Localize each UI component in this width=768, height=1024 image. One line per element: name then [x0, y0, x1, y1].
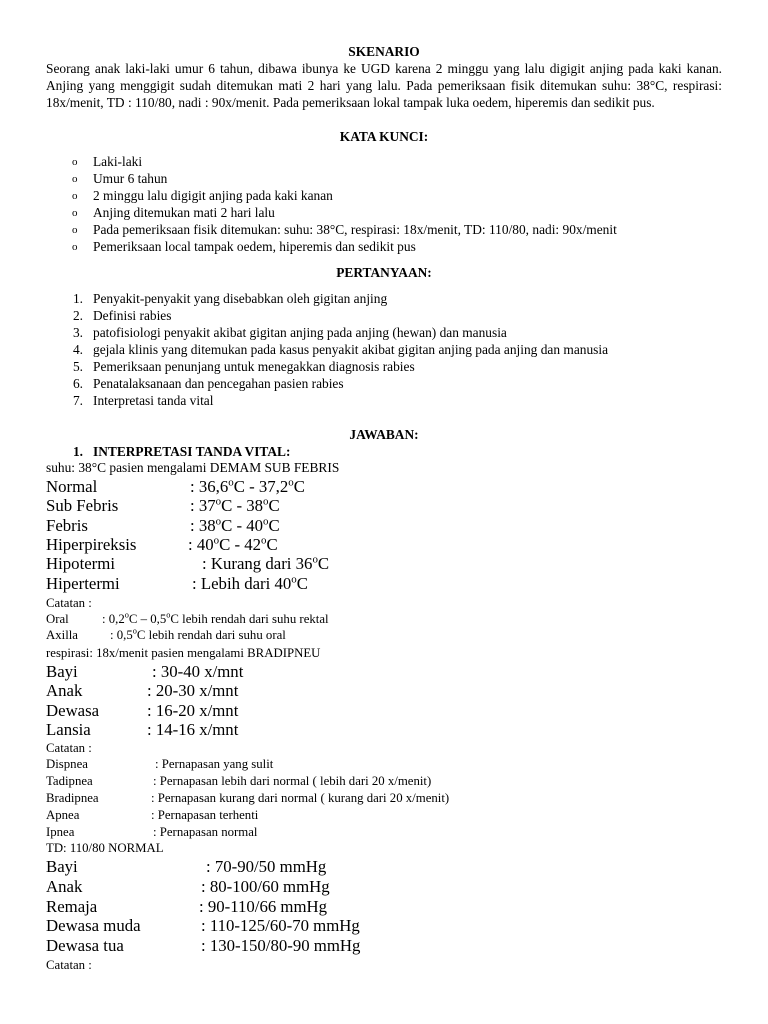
resp-note-label: Bradipnea	[46, 791, 99, 805]
keyword-item: Laki-laki	[93, 154, 143, 169]
temp-category-label: Febris	[46, 516, 88, 535]
bp-range: : 110-125/60-70 mmHg	[201, 916, 360, 935]
bp-range: : 80-100/60 mmHg	[201, 877, 330, 896]
question-text: Penyakit-penyakit yang disebabkan oleh gigitan anjing	[93, 291, 388, 306]
resp-range: : 14-16 x/mnt	[147, 720, 239, 739]
resp-note-text: : Pernapasan kurang dari normal ( kurang dari 20 x/menit)	[151, 791, 450, 805]
resp-range: : 30-40 x/mnt	[152, 662, 244, 681]
temp-range: : 36,6$^o$C - 37,2$^o$C	[190, 476, 305, 496]
bullet-marker: o	[72, 156, 78, 168]
temperature-intro: suhu: 38°C pasien mengalami DEMAM SUB FEBRIS	[46, 460, 340, 475]
question-text: Pemeriksaan penunjang untuk menegakkan diagnosis rabies	[93, 359, 415, 374]
answer-section-title: INTERPRETASI TANDA VITAL:	[93, 444, 291, 459]
temp-category-label: Normal	[46, 477, 98, 496]
bp-category-label: Remaja	[46, 897, 98, 916]
blood-pressure-intro: TD: 110/80 NORMAL	[46, 841, 164, 855]
question-text: Definisi rabies	[93, 308, 172, 323]
keyword-item: Anjing ditemukan mati 2 hari lalu	[93, 205, 275, 220]
temp-category-label: Sub Febris	[46, 496, 119, 515]
resp-note-label: Apnea	[46, 808, 80, 822]
respiration-intro: respirasi: 18x/menit pasien mengalami BRADIPNEU	[46, 646, 321, 660]
question-number: 6.	[72, 376, 83, 391]
resp-note-title: Catatan :	[46, 741, 92, 755]
keyword-item: Pada pemeriksaan fisik ditemukan: suhu: 38°C, respirasi: 18x/menit, TD: 110/80, nadi: 90x/menit	[93, 222, 617, 237]
resp-category-label: Anak	[46, 681, 83, 700]
temp-note-title: Catatan :	[46, 596, 92, 610]
question-text: Penatalaksanaan dan pencegahan pasien rabies	[93, 376, 344, 391]
question-number: 4.	[72, 342, 83, 357]
temp-range: : Kurang dari 36$^o$C	[202, 553, 330, 573]
temp-range: : 37$^o$C - 38$^o$C	[190, 495, 280, 515]
bp-range: : 70-90/50 mmHg	[206, 857, 327, 876]
resp-note-label: Tadipnea	[46, 774, 93, 788]
temp-range: : 40$^o$C - 42$^o$C	[188, 534, 278, 554]
bullet-marker: o	[72, 190, 78, 202]
bullet-marker: o	[72, 241, 78, 253]
bp-category-label: Anak	[46, 877, 83, 896]
temp-note-label: Axilla	[46, 628, 78, 642]
keyword-item: 2 minggu lalu digigit anjing pada kaki kanan	[93, 188, 333, 203]
resp-category-label: Bayi	[46, 662, 78, 681]
resp-note-text: : Pernapasan lebih dari normal ( lebih dari 20 x/menit)	[153, 774, 432, 788]
temp-note-text: : 0,5$^o$C lebih rendah dari suhu oral	[110, 626, 286, 642]
bp-category-label: Dewasa tua	[46, 936, 124, 955]
temp-category-label: Hipotermi	[46, 554, 115, 573]
resp-note-text: : Pernapasan yang sulit	[155, 757, 274, 771]
question-text: gejala klinis yang ditemukan pada kasus penyakit akibat gigitan anjing pada anjing dan manusia	[93, 342, 609, 357]
question-number: 7.	[72, 393, 83, 408]
bullet-marker: o	[72, 173, 78, 185]
temp-note-label: Oral	[46, 612, 69, 626]
temp-category-label: Hipertermi	[46, 574, 120, 593]
resp-note-text: : Pernapasan normal	[153, 825, 258, 839]
answer-section-number: 1.	[72, 444, 83, 459]
question-number: 1.	[72, 291, 83, 306]
answers-title: JAWABAN:	[349, 427, 419, 442]
keyword-item: Pemeriksaan local tampak oedem, hiperemis dan sedikit pus	[93, 239, 416, 254]
scenario-title: SKENARIO	[348, 44, 420, 59]
keyword-item: Umur 6 tahun	[93, 171, 168, 186]
temp-category-label: Hiperpireksis	[46, 535, 137, 554]
resp-note-text: : Pernapasan terhenti	[151, 808, 259, 822]
bp-note-title: Catatan :	[46, 958, 92, 972]
resp-category-label: Lansia	[46, 720, 91, 739]
scenario-text: Seorang anak laki-laki umur 6 tahun, dibawa ibunya ke UGD karena 2 minggu yang lalu digigit anjing pada kaki kanan. Anjing yang menggigit sudah ditemukan mati 2 hari yang lalu. Pada pemeriksaan fisik ditemukan suhu: 38°C, respirasi: 18x/menit, TD : 110/80, nadi : 90x/menit. Pada pemeriksaan lokal tampak luka oedem, hiperemis dan sedikit pus.	[46, 61, 722, 111]
temp-range: : 38$^o$C - 40$^o$C	[190, 515, 280, 535]
question-number: 2.	[72, 308, 83, 323]
question-text: patofisiologi penyakit akibat gigitan anjing pada anjing (hewan) dan manusia	[93, 325, 507, 340]
resp-category-label: Dewasa	[46, 701, 100, 720]
resp-note-label: Ipnea	[46, 825, 75, 839]
bullet-marker: o	[72, 224, 78, 236]
resp-range: : 20-30 x/mnt	[147, 681, 239, 700]
resp-range: : 16-20 x/mnt	[147, 701, 239, 720]
question-number: 5.	[72, 359, 83, 374]
question-number: 3.	[72, 325, 83, 340]
temp-range: : Lebih dari 40$^o$C	[192, 573, 308, 593]
bp-range: : 130-150/80-90 mmHg	[201, 936, 361, 955]
question-text: Interpretasi tanda vital	[93, 393, 214, 408]
bp-category-label: Bayi	[46, 857, 78, 876]
bp-category-label: Dewasa muda	[46, 916, 141, 935]
resp-note-label: Dispnea	[46, 757, 88, 771]
bp-range: : 90-110/66 mmHg	[199, 897, 328, 916]
keywords-title: KATA KUNCI:	[339, 129, 429, 144]
questions-title: PERTANYAAN:	[336, 265, 432, 280]
temp-note-text: : 0,2$^o$C – 0,5$^o$C lebih rendah dari suhu rektal	[102, 610, 329, 626]
bullet-marker: o	[72, 207, 78, 219]
